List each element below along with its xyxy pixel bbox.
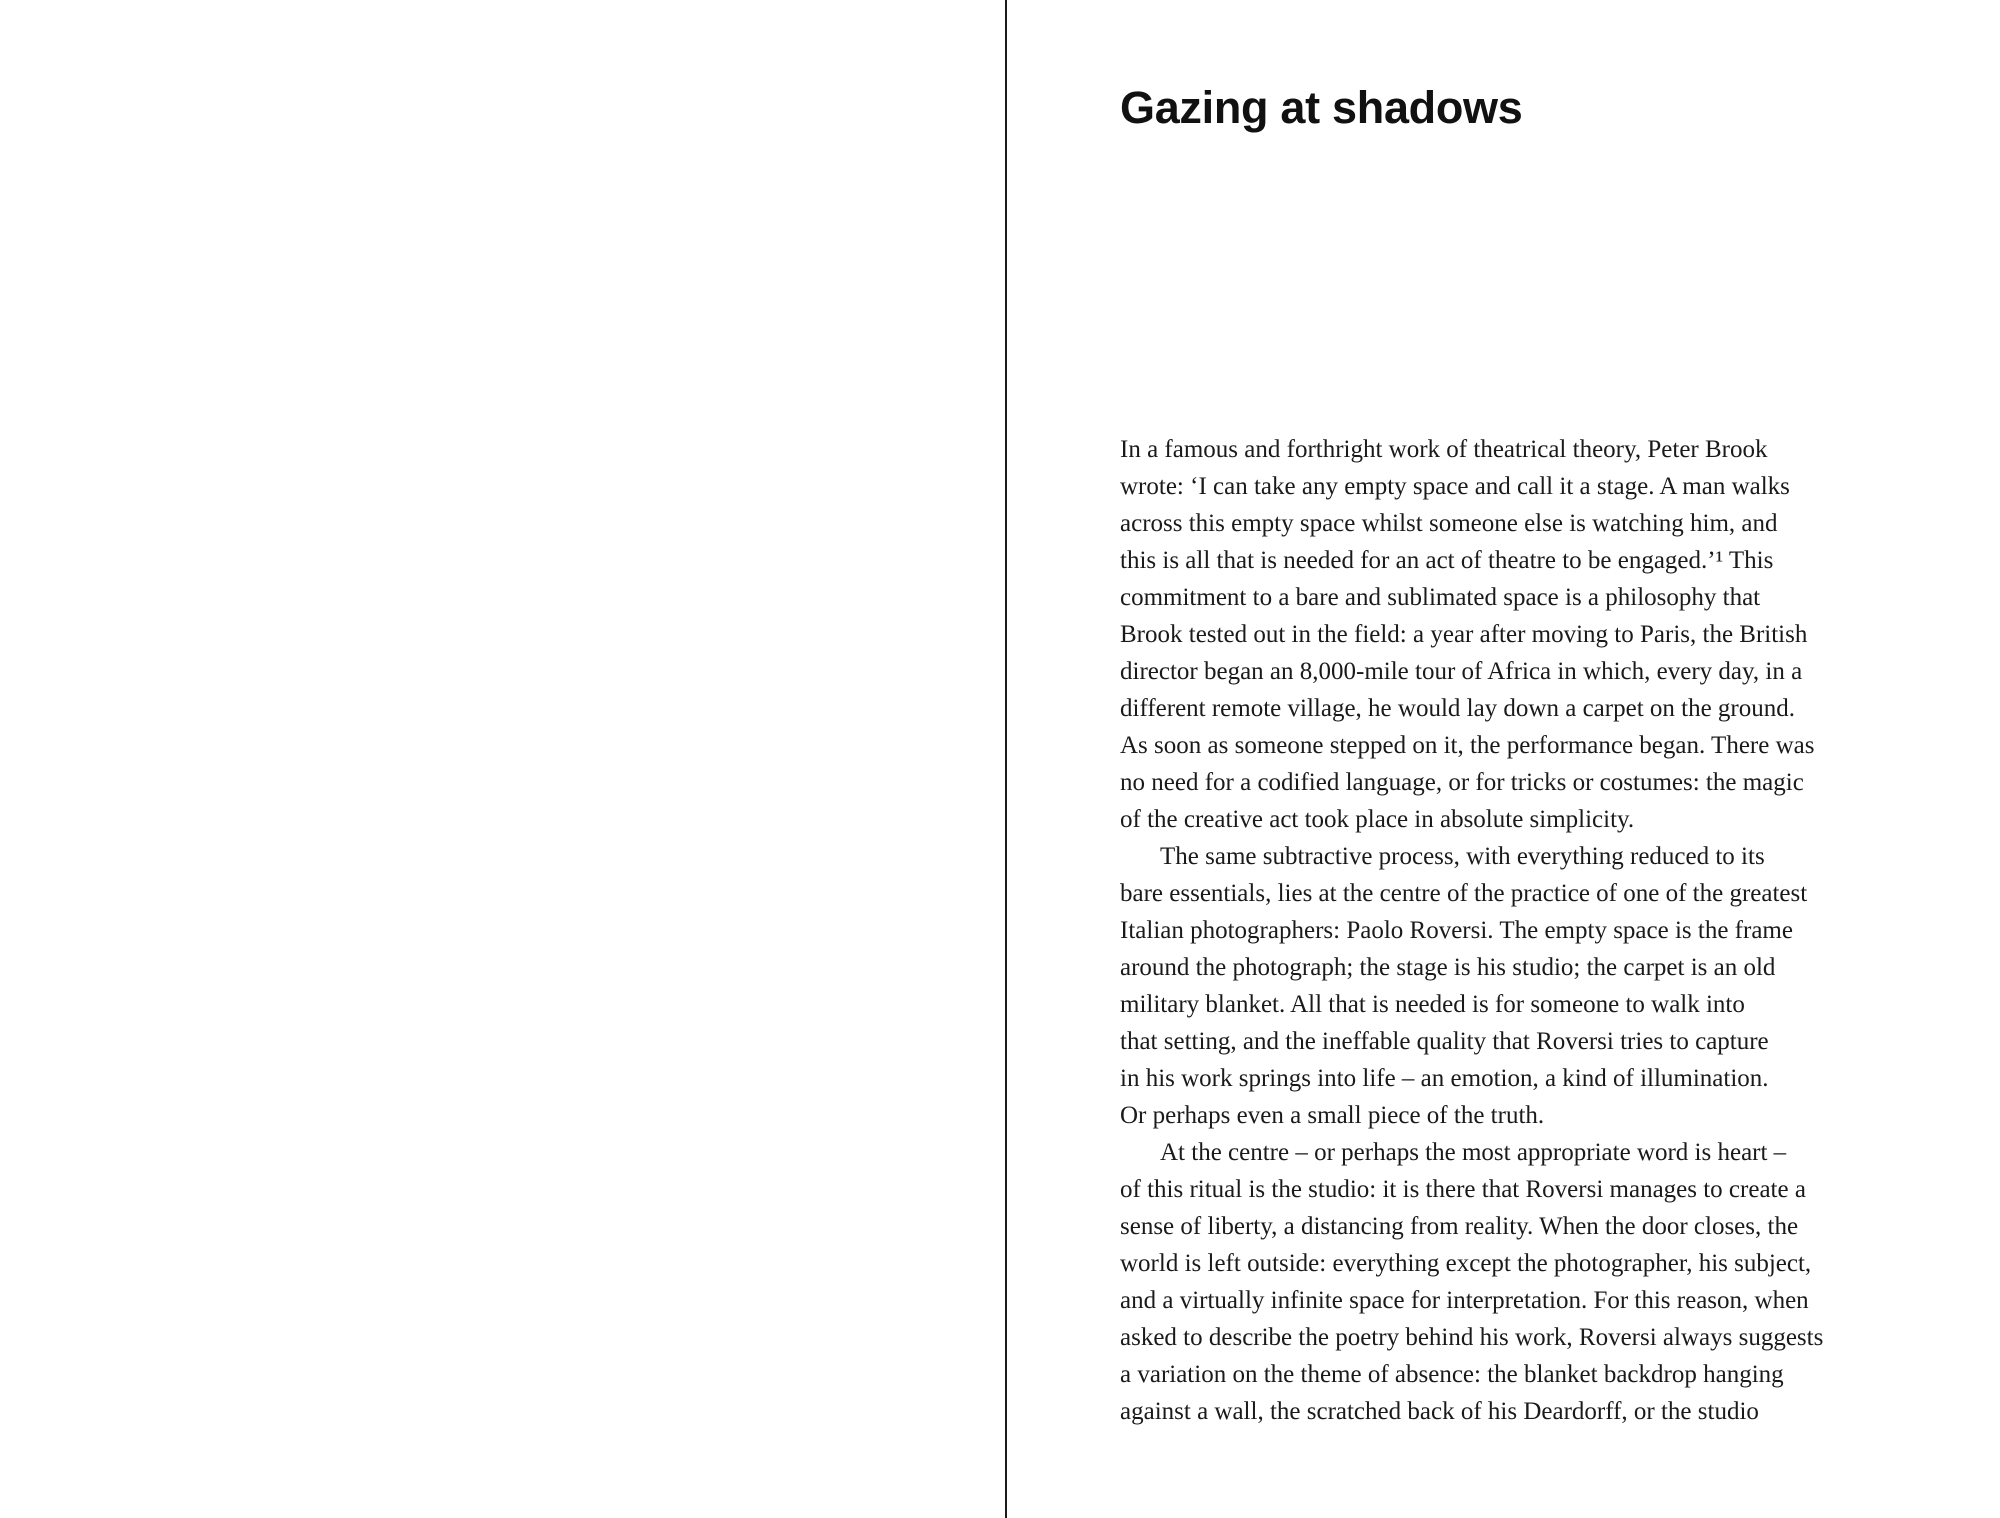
text-line: in his work springs into life – an emotion, a kind of illumination. — [1120, 1065, 1769, 1092]
chapter-body-text — [1120, 431, 1900, 1430]
text-line: Or perhaps even a small piece of the truth. — [1120, 1102, 1545, 1129]
text-line: and a virtually infinite space for interpretation. For this reason, when — [1120, 1287, 1809, 1314]
text-line: that setting, and the ineffable quality that Roversi tries to capture — [1120, 1028, 1769, 1055]
text-line: As soon as someone stepped on it, the performance began. There was — [1120, 732, 1815, 759]
text-line: of this ritual is the studio: it is there that Roversi manages to create a — [1120, 1176, 1806, 1203]
text-line: director began an 8,000-mile tour of Africa in which, every day, in a — [1120, 658, 1803, 685]
text-line: bare essentials, lies at the centre of the practice of one of the greatest — [1120, 880, 1808, 907]
text-line: Italian photographers: Paolo Roversi. The empty space is the frame — [1120, 917, 1793, 944]
text-line: sense of liberty, a distancing from reality. When the door closes, the — [1120, 1213, 1799, 1240]
text-line: In a famous and forthright work of theatrical theory, Peter Brook — [1120, 436, 1768, 463]
text-line: no need for a codified language, or for tricks or costumes: the magic — [1120, 769, 1804, 796]
chapter-title: Gazing at shadows — [1120, 82, 1523, 133]
text-line: military blanket. All that is needed is for someone to walk into — [1120, 991, 1745, 1018]
text-line: wrote: ‘I can take any empty space and call it a stage. A man walks — [1120, 473, 1790, 500]
text-line: across this empty space whilst someone else is watching him, and — [1120, 510, 1778, 537]
text-line: against a wall, the scratched back of his Deardorff, or the studio — [1120, 1398, 1759, 1425]
text-line: of the creative act took place in absolute simplicity. — [1120, 806, 1635, 833]
text-line: a variation on the theme of absence: the blanket backdrop hanging — [1120, 1361, 1784, 1388]
text-line: different remote village, he would lay down a carpet on the ground. — [1120, 695, 1796, 722]
paragraph-first-line: At the centre – or perhaps the most appropriate word is heart – — [1160, 1139, 1787, 1166]
text-line: commitment to a bare and sublimated space is a philosophy that — [1120, 584, 1761, 611]
text-line: Brook tested out in the field: a year after moving to Paris, the British — [1120, 621, 1808, 648]
text-line: this is all that is needed for an act of theatre to be engaged.’¹ This — [1120, 547, 1774, 574]
text-line: around the photograph; the stage is his studio; the carpet is an old — [1120, 954, 1776, 981]
right-page — [1007, 0, 2000, 1518]
text-line: world is left outside: everything except the photographer, his subject, — [1120, 1250, 1812, 1277]
text-line: asked to describe the poetry behind his work, Roversi always suggests — [1120, 1324, 1824, 1351]
paragraph-first-line: The same subtractive process, with everything reduced to its — [1160, 843, 1765, 870]
